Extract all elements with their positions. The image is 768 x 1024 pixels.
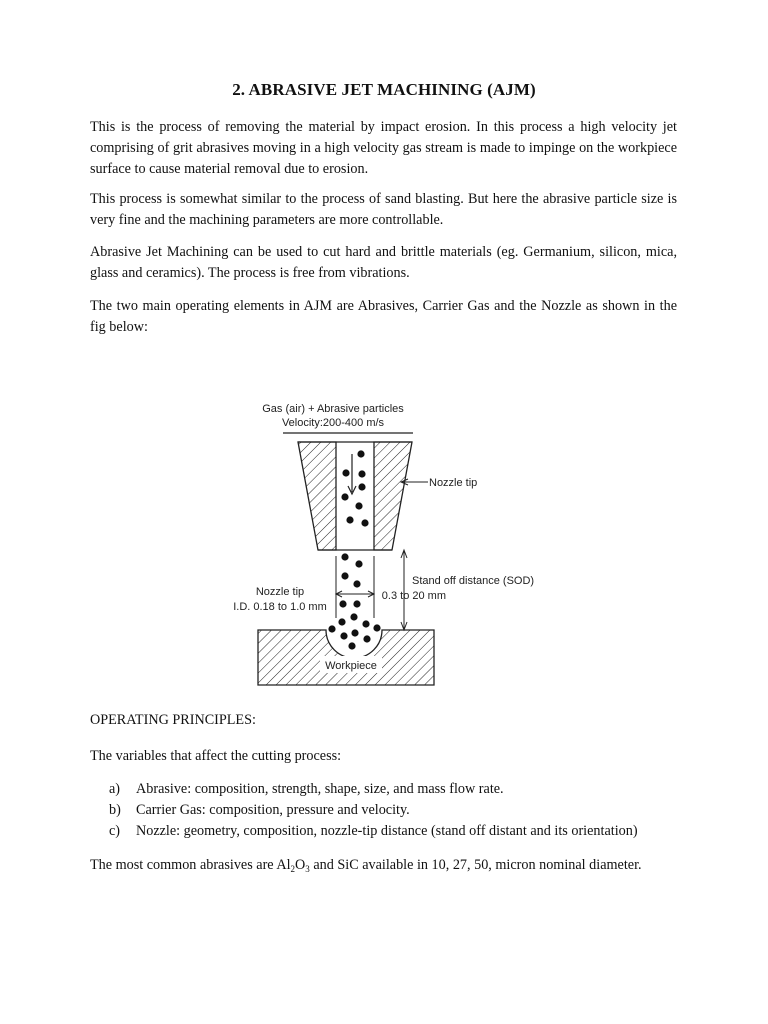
paragraph-applications: Abrasive Jet Machining can be used to cut hard and brittle materials (eg. Germanium, silicon, mica, glass and ceramics). The process is free from vibrations. <box>90 244 677 281</box>
list-item <box>109 800 638 821</box>
list-marker: a) <box>109 781 121 797</box>
ajm-diagram <box>228 396 535 696</box>
abrasives-text-part3: and SiC available in 10, 27, 50, micron nominal diameter. <box>309 857 642 873</box>
nozzle-id-label-line1: Nozzle tip <box>255 586 305 598</box>
list-item <box>109 779 638 800</box>
abrasives-sub1: 2 <box>290 864 296 874</box>
list-item <box>109 821 638 842</box>
abrasive-particles-jet <box>339 553 362 607</box>
list-marker: b) <box>109 802 121 818</box>
paragraph-sand-blasting: This process is somewhat similar to the process of sand blasting. But here the abrasive particle size is very fine and the machining parameters are more controllable. <box>90 191 677 228</box>
abrasives-text-part1: The most common abrasives are Al <box>90 857 291 873</box>
page-title: 2. ABRASIVE JET MACHINING (AJM) <box>232 80 536 99</box>
variables-intro: The variables that affect the cutting process: <box>90 748 342 764</box>
paragraph-elements: The two main operating elements in AJM are Abrasives, Carrier Gas and the Nozzle as shown in the fig below: <box>90 298 677 335</box>
sod-label-line1: Stand off distance (SOD) <box>412 575 535 587</box>
abrasives-sub2: 3 <box>305 864 310 874</box>
nozzle-tip-label: Nozzle tip <box>429 477 478 489</box>
inlet-label-line2: Velocity:200-400 m/s <box>281 417 385 429</box>
paragraph-abrasives <box>90 855 677 876</box>
list-item-text: Carrier Gas: composition, pressure and velocity. <box>136 802 410 818</box>
operating-principles-heading: OPERATING PRINCIPLES: <box>90 712 256 728</box>
nozzle-left-wall <box>298 442 336 550</box>
list-item-text: Nozzle: geometry, composition, nozzle-tip distance (stand off distant and its orientation) <box>136 823 638 839</box>
variables-list <box>109 779 638 842</box>
inlet-label-line1: Gas (air) + Abrasive particles <box>262 403 404 415</box>
paragraph-intro: This is the process of removing the material by impact erosion. In this process a high velocity jet comprising of grit abrasives moving in a high velocity gas stream is made to impinge on the workpiece surface to cause material removal due to erosion. <box>90 119 677 177</box>
nozzle-right-wall <box>374 442 412 550</box>
sod-label-line2: 0.3 to 20 mm <box>381 590 446 602</box>
abrasives-text-part2: O <box>295 857 306 873</box>
list-marker: c) <box>109 823 121 839</box>
workpiece-label: Workpiece <box>325 660 377 672</box>
abrasive-particles-cavity <box>328 613 380 649</box>
nozzle-id-label-line2: I.D. 0.18 to 1.0 mm <box>233 601 327 613</box>
list-item-text: Abrasive: composition, strength, shape, size, and mass flow rate. <box>136 781 504 797</box>
